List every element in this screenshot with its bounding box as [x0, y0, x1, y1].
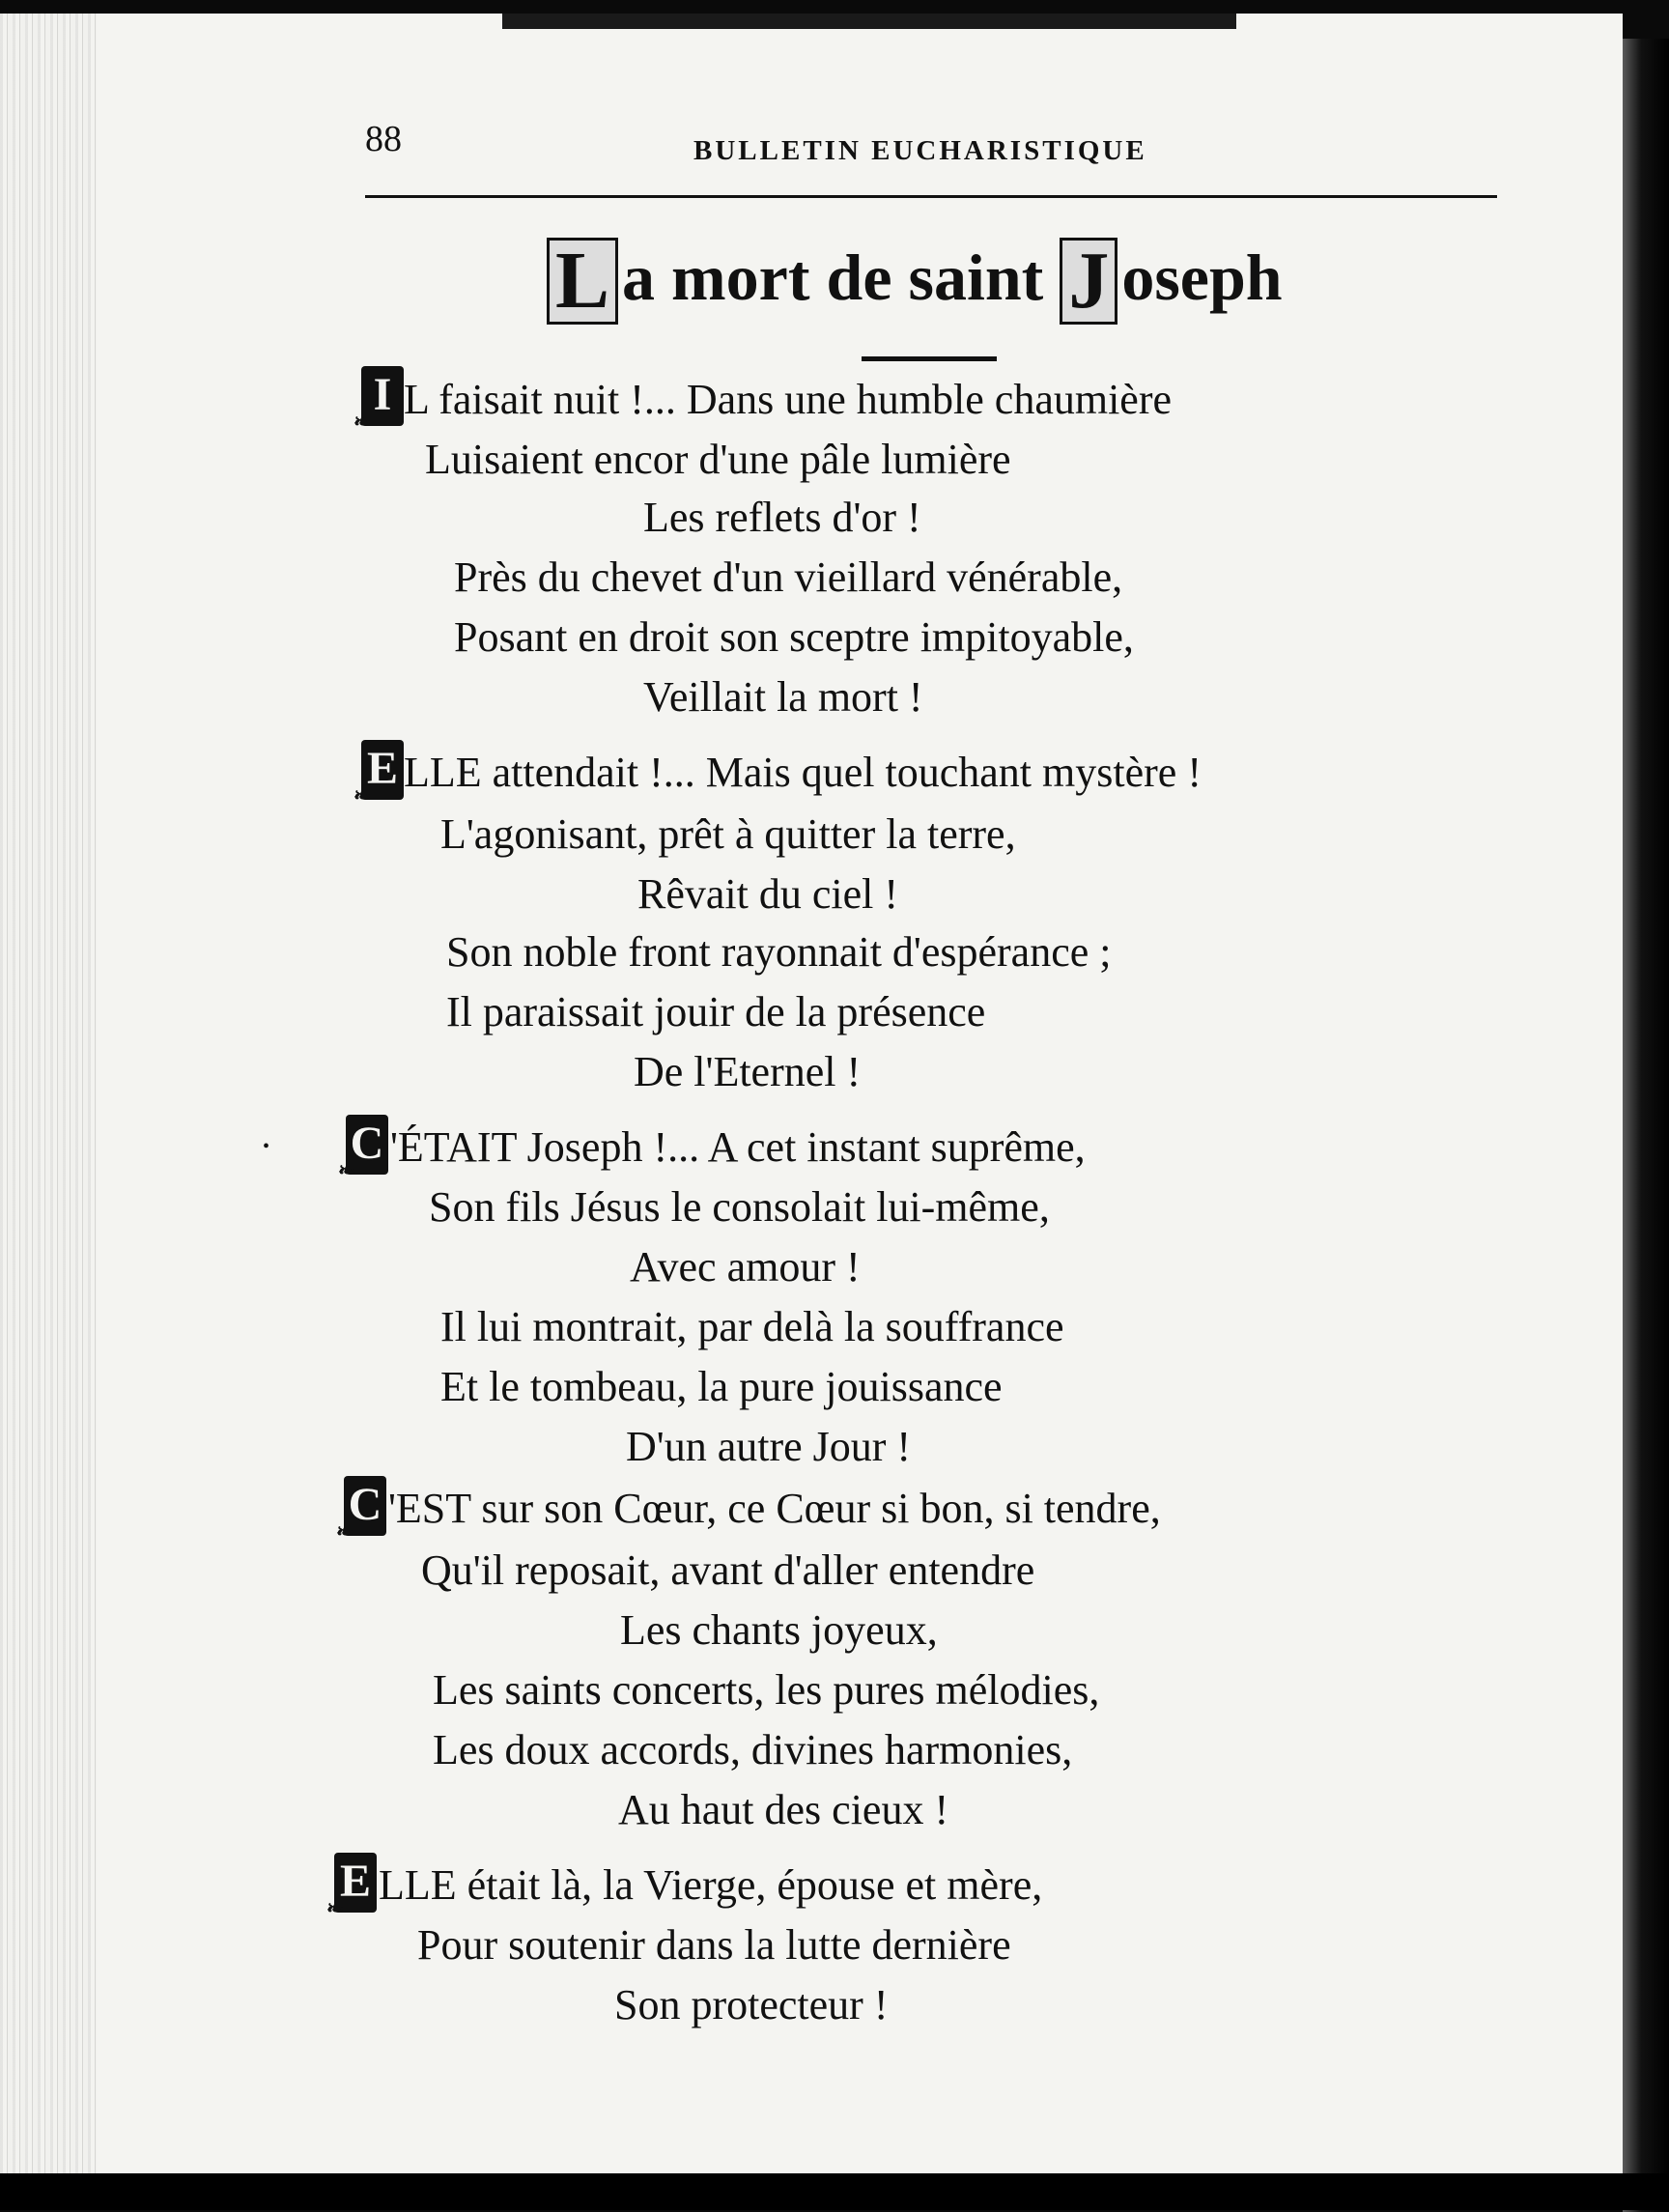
stanza-4-line-5: Les doux accords, divines harmonies, — [433, 1726, 1073, 1773]
title-rule — [862, 356, 997, 361]
stanza-1-line-4: Près du chevet d'un vieillard vénérable, — [454, 553, 1123, 601]
stanza-4-dropcap: C ❧ — [344, 1476, 386, 1536]
stanza-3-line-3: Avec amour ! — [630, 1243, 861, 1290]
stanza-2-line-1: LLE attendait !... Mais quel touchant mystère ! — [404, 749, 1202, 796]
title-ornamental-initial-2: J — [1060, 238, 1117, 325]
stanza-4-line-4: Les saints concerts, les pures mélodies, — [433, 1666, 1100, 1714]
scanned-page — [0, 14, 1623, 2206]
book-binding-edge — [1623, 39, 1669, 2212]
scan-border-bottom — [0, 2173, 1669, 2210]
stanza-1-line-1: L faisait nuit !... Dans une humble chaumière — [404, 376, 1173, 423]
stanza-1-line-3: Les reflets d'or ! — [643, 494, 921, 541]
stanza-4-line-2: Qu'il reposait, avant d'aller entendre — [421, 1546, 1035, 1594]
stanza-3-line-4: Il lui montrait, par delà la souffrance — [440, 1303, 1064, 1350]
page-title — [547, 238, 1416, 325]
stanza-5-line-3: Son protecteur ! — [614, 1981, 889, 2028]
title-text-2: oseph — [1121, 241, 1283, 314]
scan-dot: • — [263, 1136, 270, 1157]
stanza-1-line-2: Luisaient encor d'une pâle lumière — [425, 436, 1011, 483]
stanza-2-line-4: Son noble front rayonnait d'espérance ; — [446, 928, 1112, 976]
title-ornamental-initial: L — [547, 238, 618, 325]
stanza-5-line-1: LLE était là, la Vierge, épouse et mère, — [379, 1861, 1043, 1909]
stanza-1-line-5: Posant en droit son sceptre impitoyable, — [454, 613, 1134, 661]
header-rule — [365, 195, 1497, 198]
stanza-1-dropcap: I ❧ — [361, 366, 404, 426]
title-text: a mort de saint — [622, 241, 1061, 314]
stanza-2-dropcap: E ❧ — [361, 740, 404, 800]
stanza-3-line-1: 'ÉTAIT Joseph !... A cet instant suprême, — [390, 1123, 1086, 1171]
stanza-2-line-2: L'agonisant, prêt à quitter la terre, — [440, 810, 1016, 858]
stanza-5-dropcap: E ❧ — [334, 1853, 377, 1913]
stanza-3-line-5: Et le tombeau, la pure jouissance — [440, 1363, 1003, 1410]
stanza-3-line-6: D'un autre Jour ! — [626, 1423, 912, 1470]
stanza-2-line-3: Rêvait du ciel ! — [637, 870, 899, 918]
stanza-5-line-2: Pour soutenir dans la lutte dernière — [417, 1921, 1011, 1969]
page-number: 88 — [365, 119, 402, 159]
stanza-4-line-6: Au haut des cieux ! — [618, 1786, 949, 1833]
stanza-3-line-2: Son fils Jésus le consolait lui-même, — [429, 1183, 1050, 1231]
stanza-3-dropcap: C ❧ — [346, 1115, 388, 1175]
stanza-4-line-3: Les chants joyeux, — [620, 1606, 938, 1654]
stanza-2-line-6: De l'Eternel ! — [634, 1048, 862, 1095]
stanza-2-line-5: Il paraissait jouir de la présence — [446, 988, 986, 1035]
stanza-4-line-1: 'EST sur son Cœur, ce Cœur si bon, si tendre, — [388, 1485, 1161, 1532]
running-head: BULLETIN EUCHARISTIQUE — [693, 135, 1147, 166]
page-edges — [0, 14, 97, 2206]
stanza-1-line-6: Veillait la mort ! — [643, 673, 923, 721]
